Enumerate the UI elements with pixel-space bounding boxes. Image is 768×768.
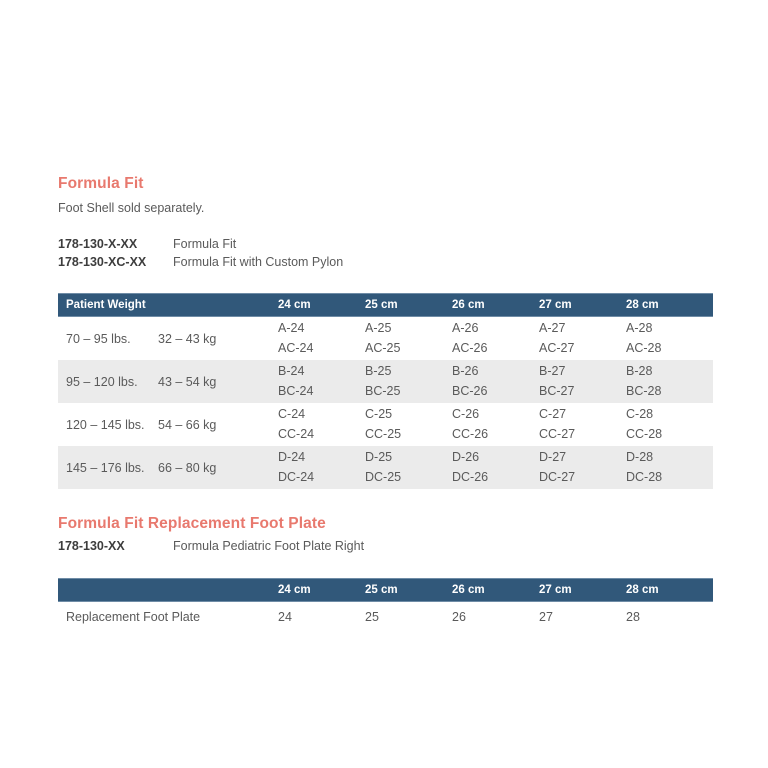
cell-size-24cm bbox=[278, 317, 365, 361]
part-code: 178-130-XX bbox=[58, 538, 125, 553]
part-number-list-foot-plate bbox=[58, 538, 708, 556]
code-custom: DC-27 bbox=[539, 469, 576, 484]
code-custom: BC-24 bbox=[278, 383, 314, 398]
column-header-25cm: 25 cm bbox=[365, 294, 452, 317]
code-primary: C-27 bbox=[539, 407, 567, 422]
section-subtitle-foot-shell-note: Foot Shell sold separately. bbox=[58, 200, 205, 215]
code-custom: DC-25 bbox=[365, 469, 402, 484]
table-header-row bbox=[58, 578, 713, 601]
replacement-foot-plate-table bbox=[58, 578, 713, 632]
table-header-row bbox=[58, 294, 713, 317]
code-primary: B-28 bbox=[626, 364, 653, 379]
code-primary: A-25 bbox=[365, 321, 392, 336]
part-row bbox=[58, 236, 708, 254]
section-title-replacement-foot-plate: Formula Fit Replacement Foot Plate bbox=[58, 515, 326, 533]
cell-size-25cm: 25 bbox=[365, 601, 452, 632]
code-primary: B-25 bbox=[365, 364, 392, 379]
code-primary: A-27 bbox=[539, 321, 566, 336]
cell-size-26cm bbox=[452, 446, 539, 489]
cell-row-label: Replacement Foot Plate bbox=[58, 601, 278, 632]
column-header-26cm: 26 cm bbox=[452, 294, 539, 317]
part-code: 178-130-X-XX bbox=[58, 236, 138, 251]
content-area bbox=[58, 175, 708, 632]
table-row bbox=[58, 446, 713, 489]
table-body bbox=[58, 317, 713, 490]
part-description: Formula Fit bbox=[173, 236, 237, 251]
code-custom: BC-27 bbox=[539, 383, 575, 398]
column-header-28cm: 28 cm bbox=[626, 578, 713, 601]
code-primary: A-28 bbox=[626, 321, 653, 336]
column-header-28cm: 28 cm bbox=[626, 294, 713, 317]
code-custom: AC-28 bbox=[626, 340, 662, 355]
cell-size-28cm bbox=[626, 403, 713, 446]
code-primary: A-24 bbox=[278, 321, 305, 336]
cell-size-27cm: 27 bbox=[539, 601, 626, 632]
code-custom: DC-24 bbox=[278, 469, 315, 484]
table-header bbox=[58, 578, 713, 601]
part-description: Formula Pediatric Foot Plate Right bbox=[173, 538, 365, 553]
part-row bbox=[58, 254, 708, 272]
code-custom: BC-28 bbox=[626, 383, 662, 398]
cell-size-28cm bbox=[626, 446, 713, 489]
table-body bbox=[58, 601, 713, 632]
cell-size-26cm bbox=[452, 403, 539, 446]
part-row bbox=[58, 538, 708, 556]
cell-size-28cm bbox=[626, 360, 713, 403]
table-row bbox=[58, 360, 713, 403]
cell-weight-kg: 66 – 80 kg bbox=[158, 446, 278, 489]
column-header-24cm: 24 cm bbox=[278, 294, 365, 317]
cell-size-27cm bbox=[539, 446, 626, 489]
code-custom: CC-25 bbox=[365, 426, 402, 441]
cell-size-27cm bbox=[539, 317, 626, 361]
code-primary: A-26 bbox=[452, 321, 479, 336]
part-description: Formula Fit with Custom Pylon bbox=[173, 254, 344, 269]
column-header-26cm: 26 cm bbox=[452, 578, 539, 601]
cell-size-28cm: 28 bbox=[626, 601, 713, 632]
code-custom: DC-26 bbox=[452, 469, 489, 484]
cell-size-27cm bbox=[539, 360, 626, 403]
code-custom: CC-28 bbox=[626, 426, 663, 441]
cell-size-24cm bbox=[278, 360, 365, 403]
cell-size-26cm bbox=[452, 360, 539, 403]
section-spacer bbox=[58, 489, 708, 515]
code-primary: C-24 bbox=[278, 407, 306, 422]
column-header-24cm: 24 cm bbox=[278, 578, 365, 601]
cell-size-25cm bbox=[365, 360, 452, 403]
column-header-27cm: 27 cm bbox=[539, 578, 626, 601]
code-primary: B-26 bbox=[452, 364, 479, 379]
code-custom: AC-26 bbox=[452, 340, 488, 355]
cell-size-25cm bbox=[365, 403, 452, 446]
column-header-25cm: 25 cm bbox=[365, 578, 452, 601]
cell-weight-kg: 32 – 43 kg bbox=[158, 331, 217, 346]
cell-size-28cm bbox=[626, 317, 713, 361]
code-custom: DC-28 bbox=[626, 469, 663, 484]
column-header-patient-weight: Patient Weight bbox=[58, 294, 278, 317]
code-custom: AC-25 bbox=[365, 340, 401, 355]
code-primary: D-27 bbox=[539, 450, 567, 465]
code-primary: B-27 bbox=[539, 364, 566, 379]
code-primary: D-25 bbox=[365, 450, 393, 465]
cell-weight-lbs: 70 – 95 lbs. bbox=[66, 331, 131, 346]
code-primary: D-28 bbox=[626, 450, 654, 465]
code-primary: D-24 bbox=[278, 450, 306, 465]
column-header-27cm: 27 cm bbox=[539, 294, 626, 317]
code-custom: BC-25 bbox=[365, 383, 401, 398]
cell-weight-lbs: 120 – 145 lbs. bbox=[66, 417, 145, 432]
cell-weight-lbs: 145 – 176 lbs. bbox=[58, 446, 158, 489]
cell-size-24cm: 24 bbox=[278, 601, 365, 632]
table-header bbox=[58, 294, 713, 317]
cell-weight-kg: 54 – 66 kg bbox=[158, 417, 217, 432]
part-code: 178-130-XC-XX bbox=[58, 254, 147, 269]
code-primary: D-26 bbox=[452, 450, 480, 465]
code-custom: CC-27 bbox=[539, 426, 576, 441]
table-row bbox=[58, 317, 713, 361]
table-row bbox=[58, 601, 713, 632]
cell-weight-lbs: 95 – 120 lbs. bbox=[58, 360, 158, 403]
code-primary: B-24 bbox=[278, 364, 305, 379]
section-title-formula-fit: Formula Fit bbox=[58, 175, 144, 192]
cell-size-26cm: 26 bbox=[452, 601, 539, 632]
cell-size-26cm bbox=[452, 317, 539, 361]
table-row bbox=[58, 403, 713, 446]
cell-size-25cm bbox=[365, 317, 452, 361]
patient-weight-sizing-table bbox=[58, 293, 713, 489]
code-primary: C-25 bbox=[365, 407, 393, 422]
code-custom: CC-26 bbox=[452, 426, 489, 441]
cell-size-24cm bbox=[278, 403, 365, 446]
code-primary: C-28 bbox=[626, 407, 654, 422]
code-custom: CC-24 bbox=[278, 426, 315, 441]
part-number-list-formula-fit bbox=[58, 236, 708, 272]
cell-weight-kg: 43 – 54 kg bbox=[158, 360, 278, 403]
cell-size-24cm bbox=[278, 446, 365, 489]
column-header-empty bbox=[58, 578, 278, 601]
code-primary: C-26 bbox=[452, 407, 480, 422]
cell-size-27cm bbox=[539, 403, 626, 446]
code-custom: AC-24 bbox=[278, 340, 314, 355]
cell-size-25cm bbox=[365, 446, 452, 489]
code-custom: AC-27 bbox=[539, 340, 575, 355]
code-custom: BC-26 bbox=[452, 383, 488, 398]
